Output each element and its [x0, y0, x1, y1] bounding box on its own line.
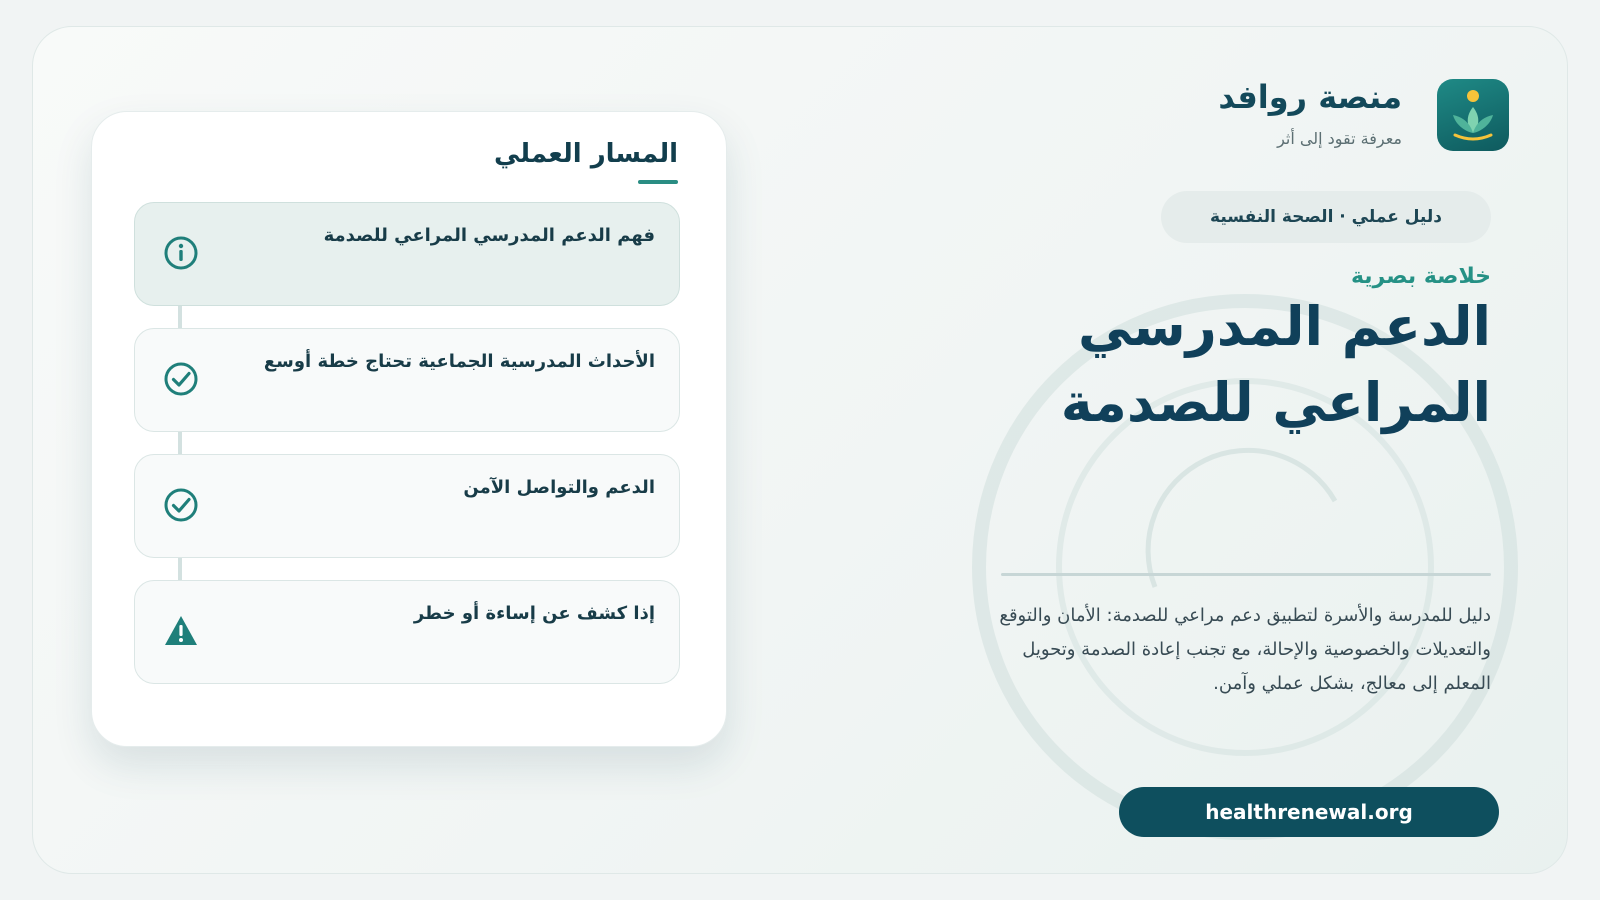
divider — [1001, 573, 1491, 576]
step-label: فهم الدعم المدرسي المراعي للصدمة — [323, 225, 655, 246]
kicker-label: خلاصة بصرية — [1350, 264, 1491, 289]
step-label: إذا كشف عن إساءة أو خطر — [413, 603, 655, 624]
website-link-button[interactable]: healthrenewal.org — [1119, 787, 1499, 837]
panel-title: المسار العملي — [493, 139, 678, 169]
warning-icon — [163, 613, 199, 649]
panel-title-underline — [638, 180, 678, 184]
app-logo — [1437, 79, 1509, 151]
brand-tagline: معرفة تقود إلى أثر — [1277, 129, 1402, 148]
step-item-understanding[interactable] — [134, 202, 680, 306]
step-connector — [178, 432, 182, 456]
description-text: دليل للمدرسة والأسرة لتطبيق دعم مراعي للصدمة: الأمان والتوقع والتعديلات والخصوصية والإحالة، مع تجنب إعادة الصدمة وتحويل المعلم إلى معالج، بشكل عملي وآمن. — [999, 605, 1491, 694]
step-item-group-events[interactable] — [134, 328, 680, 432]
steps-panel — [91, 111, 727, 747]
brand-name: منصة روافد — [1218, 78, 1402, 116]
info-icon — [163, 235, 199, 271]
step-item-safe-communication[interactable] — [134, 454, 680, 558]
step-item-abuse-disclosure[interactable] — [134, 580, 680, 684]
check-circle-icon — [163, 361, 199, 397]
step-connector — [178, 306, 182, 330]
page-title: الدعم المدرسي المراعي للصدمة — [1060, 295, 1491, 434]
step-connector — [178, 558, 182, 582]
content-card — [32, 26, 1568, 874]
step-label: الدعم والتواصل الآمن — [463, 477, 655, 498]
check-circle-icon — [163, 487, 199, 523]
step-label: الأحداث المدرسية الجماعية تحتاج خطة أوسع — [263, 351, 655, 372]
category-pill: دليل عملي · الصحة النفسية — [1161, 191, 1491, 243]
